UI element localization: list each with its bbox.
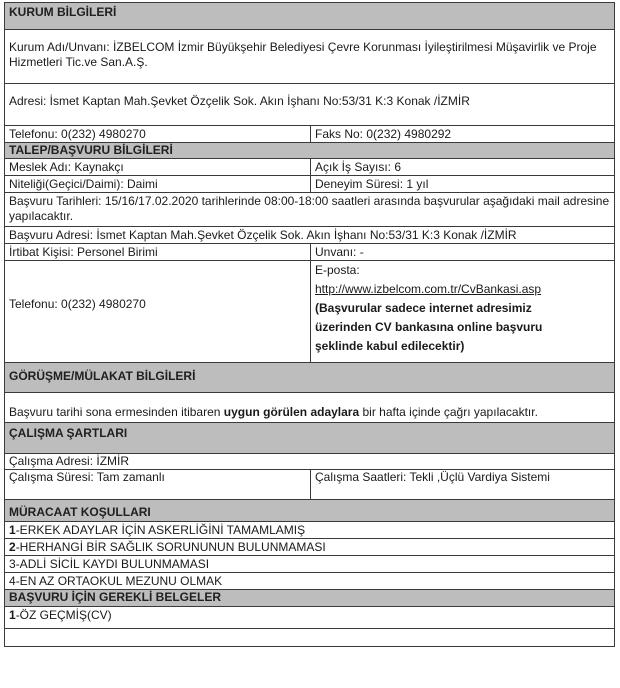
deneyim-suresi: Deneyim Süresi: 1 yıl (315, 177, 429, 191)
item-number: 4 (9, 574, 16, 588)
unvani: Unvanı: - (315, 245, 364, 259)
kurum-faks: Faks No: 0(232) 4980292 (315, 127, 452, 141)
section-header-talep: TALEP/BAŞVURU BİLGİLERİ (4, 143, 615, 159)
eposta-label: E-posta: (315, 263, 360, 277)
kurum-adres: Adresi: İsmet Kaptan Mah.Şevket Özçelik Sok. Akın İşhanı No:53/31 K:3 Konak /İZMİR (9, 94, 470, 108)
gorusme-text-bold: uygun görülen adaylara (223, 405, 360, 419)
eposta-note: (Başvurular sadece internet adresimiz üzerinden CV bankasına online başvuru şeklinde kabul edilecektir) (315, 301, 543, 353)
kurum-telefon: Telefonu: 0(232) 4980270 (5, 126, 311, 142)
item-text: -HERHANGİ BİR SAĞLIK SORUNUNUN BULUNMAMASI (15, 540, 326, 554)
gorusme-row (4, 393, 615, 423)
talep-nitelik-row (4, 176, 615, 193)
section-header-calisma: ÇALIŞMA ŞARTLARI (4, 423, 615, 454)
calisma-suresi: Çalışma Süresi: Tam zamanlı (5, 470, 311, 499)
muracaat-item (4, 522, 615, 539)
calisma-sure-row (4, 470, 615, 500)
kurum-adres-row (4, 84, 615, 126)
kurum-adi: Kurum Adı/Unvanı: İZBELCOM İzmir Büyükşehir Belediyesi Çevre Korunması İyileştirilmesi Müşavirlik ve Proje Hizmetleri Tic.ve San.A.Ş. (9, 40, 597, 69)
item-number: 3 (9, 557, 16, 571)
gorusme-text (5, 405, 614, 422)
belgeler-empty-row (4, 629, 615, 647)
kurum-contact-row (4, 126, 615, 143)
belgeler-item (4, 607, 615, 629)
basvuru-adresi: Başvuru Adresi: İsmet Kaptan Mah.Şevket Özçelik Sok. Akın İşhanı No:53/31 K:3 Konak /İZMİR (9, 228, 517, 242)
muracaat-item (4, 556, 615, 573)
section-header-gorusme: GÖRÜŞME/MÜLAKAT BİLGİLERİ (4, 363, 615, 393)
kurum-adi-row (4, 30, 615, 84)
gorusme-text-start: Başvuru tarihi sona ermesinden itibaren (9, 405, 224, 419)
section-header-belgeler: BAŞVURU İÇİN GEREKLİ BELGELER (4, 590, 615, 607)
eposta-cell (311, 261, 614, 362)
job-posting-form (4, 2, 615, 647)
basvuru-adresi-row (4, 227, 615, 244)
niteligi: Niteliği(Geçici/Daimi): Daimi (5, 176, 311, 192)
item-text: -ÖZ GEÇMİŞ(CV) (15, 608, 112, 622)
item-text: -EN AZ ORTAOKUL MEZUNU OLMAK (15, 574, 223, 588)
irtibat-kisisi: İrtibat Kişisi: Personel Birimi (5, 244, 311, 260)
section-header-muracaat: MÜRACAAT KOŞULLARI (4, 500, 615, 522)
acik-is-sayisi: Açık İş Sayısı: 6 (315, 160, 402, 174)
talep-contact-row (4, 261, 615, 363)
muracaat-item (4, 539, 615, 556)
muracaat-item (4, 573, 615, 590)
basvuru-tarihleri-row (4, 193, 615, 227)
calisma-saatleri: Çalışma Saatleri: Tekli ,Üçlü Vardiya Sistemi (315, 470, 550, 484)
item-text: -ERKEK ADAYLAR İÇİN ASKERLİĞİNİ TAMAMLAMIŞ (15, 523, 306, 537)
section-header-kurum: KURUM BİLGİLERİ (4, 2, 615, 30)
calisma-adresi: Çalışma Adresi: İZMİR (9, 454, 130, 468)
calisma-adres-row (4, 454, 615, 470)
talep-telefon-cell (5, 261, 311, 362)
irtibat-row (4, 244, 615, 261)
cv-bankasi-link[interactable]: http://www.izbelcom.com.tr/CvBankasi.asp (315, 282, 542, 296)
item-number: 1 (9, 608, 16, 622)
item-text: -ADLİ SİCİL KAYDI BULUNMAMASI (15, 557, 210, 571)
meslek-adi: Meslek Adı: Kaynakçı (5, 159, 311, 175)
item-number: 1 (9, 523, 16, 537)
gorusme-text-end: bir hafta içinde çağrı yapılacaktır. (359, 405, 538, 419)
talep-meslek-row (4, 159, 615, 176)
talep-telefon: Telefonu: 0(232) 4980270 (9, 297, 146, 311)
basvuru-tarihleri: Başvuru Tarihleri: 15/16/17.02.2020 tarihlerinde 08:00-18:00 saatleri arasında başvurular aşağıdaki mail adresine yapılacaktır. (9, 194, 610, 223)
item-number: 2 (9, 540, 16, 554)
